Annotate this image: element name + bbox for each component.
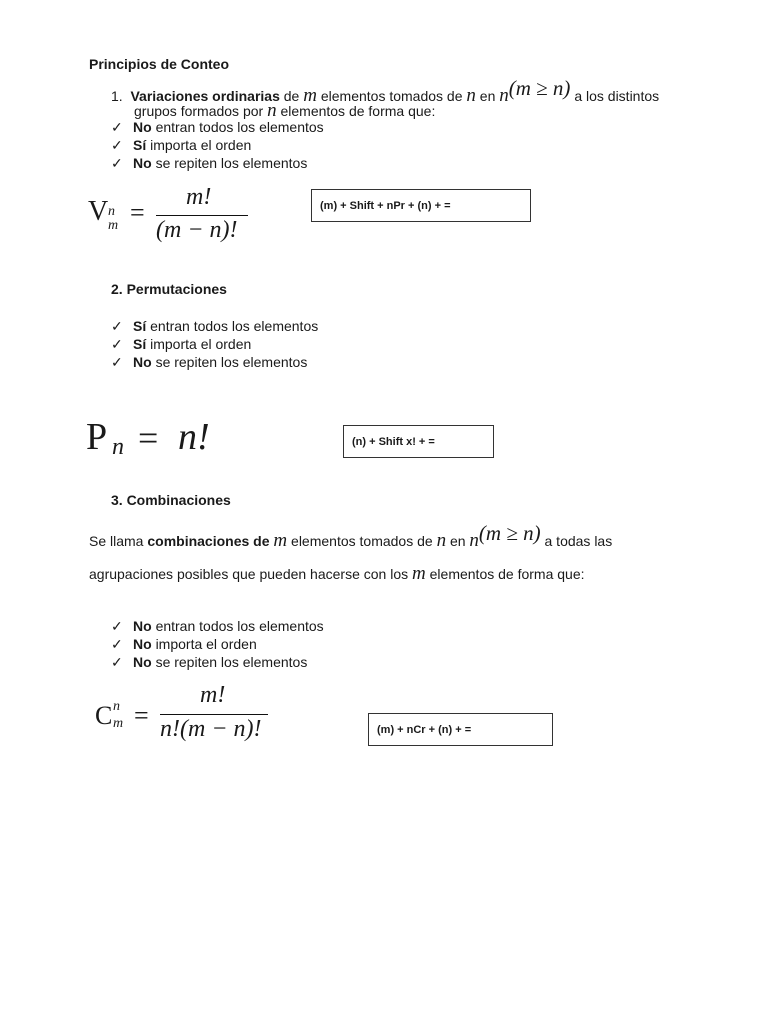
check-bold: Sí <box>133 336 147 352</box>
check-bold: No <box>133 155 152 171</box>
text: a los distintos <box>574 88 660 104</box>
equals: = <box>134 701 149 730</box>
symbol-C: C <box>95 701 113 730</box>
check-text: importa el orden <box>155 636 257 652</box>
denominator: n!(m − n)! <box>160 716 262 742</box>
check-bold: No <box>133 618 152 634</box>
fraction-bar <box>156 215 248 216</box>
sub-m: m <box>108 218 119 233</box>
var-n: n <box>499 85 509 106</box>
sub-m: m <box>113 716 124 731</box>
section3-paragraph-line2 <box>89 563 585 585</box>
check-icon: ✓ <box>111 354 123 370</box>
check-text: importa el orden <box>150 137 252 153</box>
check-text: se repiten los elementos <box>155 654 308 670</box>
check-bold: No <box>133 636 152 652</box>
section3-heading: 3. Combinaciones <box>111 492 231 508</box>
check-icon: ✓ <box>111 119 123 135</box>
denominator: (m − n)! <box>156 217 238 243</box>
section2-checklist <box>111 317 318 371</box>
check-item <box>111 118 324 136</box>
sup-n: n <box>113 699 120 714</box>
perm-rhs: n! <box>178 416 210 458</box>
var-m: m <box>303 85 317 106</box>
check-text: importa el orden <box>150 336 252 352</box>
numerator: m! <box>186 184 212 210</box>
check-bold: Sí <box>133 318 147 334</box>
check-icon: ✓ <box>111 318 123 334</box>
text: elementos tomados de <box>291 533 433 549</box>
var-n: n <box>469 530 479 551</box>
text: Se llama <box>89 533 144 549</box>
equals: = <box>130 198 145 227</box>
var-n: n <box>267 100 277 121</box>
check-icon: ✓ <box>111 618 123 634</box>
check-item <box>111 335 318 353</box>
calculator-steps-box <box>368 713 553 746</box>
var-n: n <box>466 85 476 106</box>
condition: (m ≥ n) <box>478 521 541 545</box>
check-item <box>111 136 324 154</box>
section2-heading: 2. Permutaciones <box>111 281 227 297</box>
section1-checklist <box>111 118 324 172</box>
check-icon: ✓ <box>111 636 123 652</box>
check-item <box>111 653 324 671</box>
fraction-bar <box>160 714 268 715</box>
check-bold: No <box>133 119 152 135</box>
check-bold: No <box>133 654 152 670</box>
calculator-steps: (n) + Shift x! + = <box>352 435 435 448</box>
check-item <box>111 154 324 172</box>
calculator-steps: (m) + nCr + (n) + = <box>377 723 472 736</box>
text: de <box>283 88 300 104</box>
text: a todas las <box>544 533 613 549</box>
var-m: m <box>273 530 288 551</box>
check-item <box>111 617 324 635</box>
sub-n: n <box>112 434 124 460</box>
check-text: entran todos los elementos <box>155 119 324 135</box>
text: grupos formados por <box>134 103 264 119</box>
equals: = <box>138 418 159 458</box>
var-n: n <box>436 530 447 551</box>
calculator-steps-box <box>343 425 494 458</box>
condition: (m ≥ n) <box>508 76 571 100</box>
section3-paragraph-line1 <box>89 521 613 552</box>
section1-term: Variaciones ordinarias <box>130 88 280 104</box>
calculator-steps: (m) + Shift + nPr + (n) + = <box>320 199 451 212</box>
numerator: m! <box>200 682 226 708</box>
check-icon: ✓ <box>111 155 123 171</box>
text: en <box>479 88 496 104</box>
symbol-P: P <box>86 416 108 458</box>
check-icon: ✓ <box>111 137 123 153</box>
check-icon: ✓ <box>111 336 123 352</box>
text: agrupaciones posibles que pueden hacerse con los <box>89 566 409 582</box>
check-item <box>111 635 324 653</box>
check-icon: ✓ <box>111 654 123 670</box>
text: en <box>449 533 466 549</box>
var-m: m <box>412 563 426 584</box>
check-item <box>111 317 318 335</box>
text: elementos de forma que: <box>280 103 436 119</box>
text: elementos tomados de <box>320 88 463 104</box>
sup-n: n <box>108 204 115 219</box>
calculator-steps-box <box>311 189 531 222</box>
page-title: Principios de Conteo <box>89 56 230 72</box>
section1-number: 1. <box>111 88 123 104</box>
section3-term: combinaciones de <box>147 533 270 549</box>
check-item <box>111 353 318 371</box>
check-bold: Sí <box>133 137 147 153</box>
check-bold: No <box>133 354 152 370</box>
check-text: entran todos los elementos <box>155 618 324 634</box>
section3-checklist <box>111 617 324 671</box>
text: elementos de forma que: <box>429 566 585 582</box>
check-text: entran todos los elementos <box>150 318 319 334</box>
check-text: se repiten los elementos <box>155 155 308 171</box>
symbol-V: V <box>88 196 109 227</box>
check-text: se repiten los elementos <box>155 354 308 370</box>
